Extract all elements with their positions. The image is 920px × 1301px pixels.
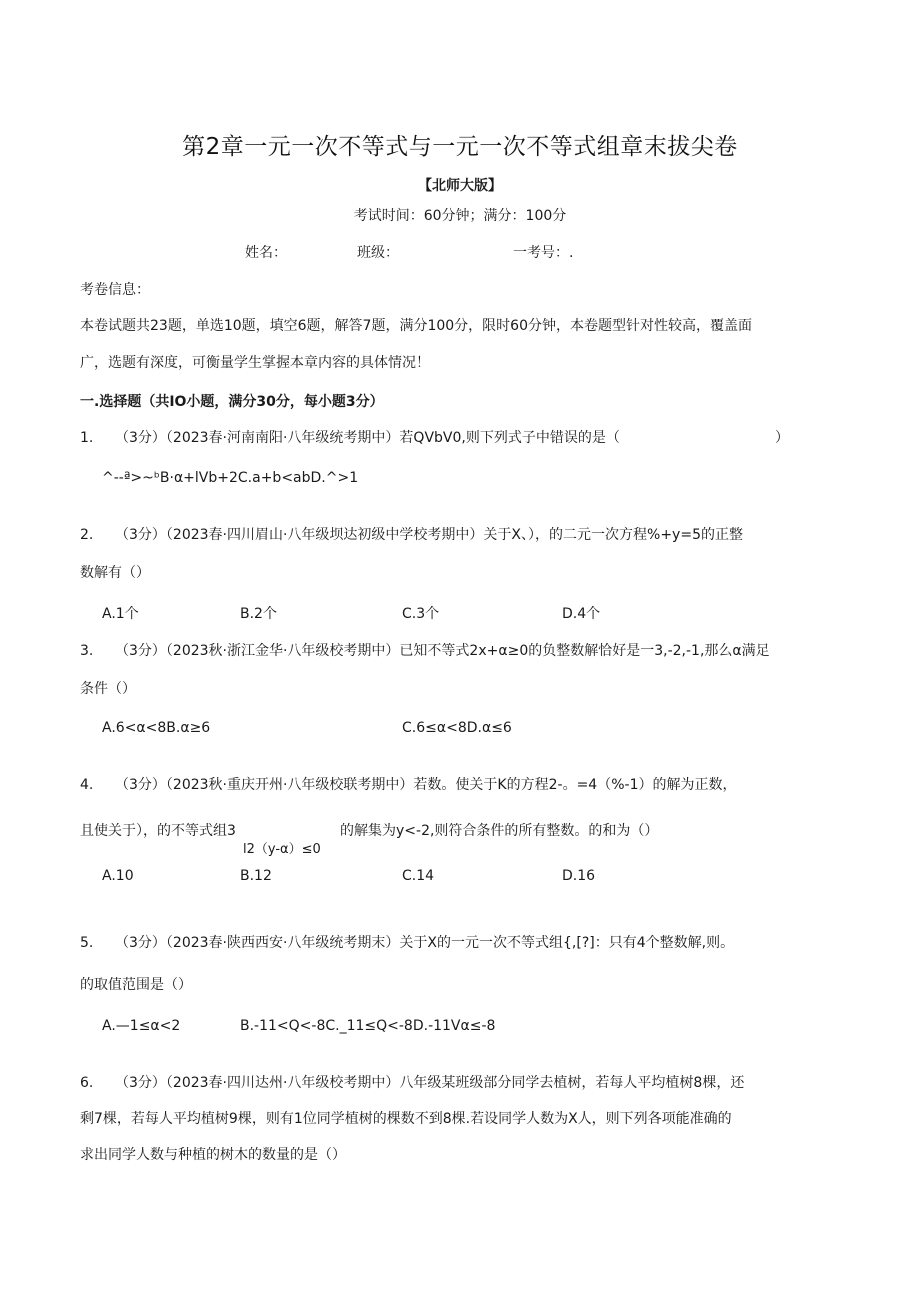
question-4-option-c: C.14: [402, 868, 435, 884]
class-label: 班级：: [357, 245, 399, 261]
question-6-text-cont: 剩7棵，若每人平均植树9棵，则有1位同学植树的棵数不到8棵.若设同学人数为X人，则下列各项能准确的: [80, 1111, 732, 1127]
question-2-option-d: D.4个: [562, 606, 601, 622]
question-5-number: 5.: [80, 935, 94, 951]
question-2-text: （3分）（2023春·四川眉山·八年级坝达初级中学校考期中）关于X、），的二元一次方程%+y=5的正整: [115, 527, 743, 543]
question-4-inequality: l2（y-α）≤0: [243, 842, 321, 857]
section-heading: 一.选择题（共IO小题，满分30分，每小题3分）: [80, 394, 384, 410]
question-5-text: （3分）（2023春·陕西西安·八年级统考期末）关于X的一元一次不等式组{,[?]：只有4个整数解,则。: [115, 935, 735, 951]
question-4-option-b: B.12: [240, 868, 272, 884]
question-5-options-bcd: B.-11<Q<-8C._11≤Q<-8D.-11Vα≤-8: [240, 1018, 496, 1034]
edition-label: 【北师大版】: [418, 178, 502, 194]
exam-time-info: 考试时间：60分钟；满分：100分: [353, 208, 567, 224]
question-5-option-a: A.—1≤α<2: [102, 1018, 181, 1034]
name-label: 姓名：: [245, 245, 287, 261]
question-3-text-cont: 条件（）: [80, 681, 136, 697]
question-3-options-cd: C.6≤α<8D.α≤6: [402, 720, 512, 736]
question-4-text-cont: 且使关于），的不等式组3: [80, 823, 236, 839]
question-2-option-a: A.1个: [102, 606, 139, 622]
info-line-1: 本卷试题共23题，单选10题，填空6题，解答7题，满分100分，限时60分钟，本卷题型针对性较高，覆盖面: [80, 318, 752, 334]
question-2-number: 2.: [80, 527, 94, 543]
question-4-number: 4.: [80, 777, 94, 793]
question-4-option-d: D.16: [562, 868, 596, 884]
exam-number-label: 一考号：.: [513, 245, 574, 261]
question-4-text-cont-2: 的解集为y<-2,则符合条件的所有整数。的和为（）: [340, 823, 659, 839]
page-title: 第2章一元一次不等式与一元一次不等式组章末拔尖卷: [182, 134, 738, 160]
question-4-text: （3分）（2023秋·重庆开州·八年级校联考期中）若数。使关于K的方程2-。=4（%-1）的解为正数，: [115, 777, 737, 793]
info-label: 考卷信息：: [80, 282, 150, 298]
question-5-text-cont: 的取值范围是（）: [80, 977, 192, 993]
question-1-number: 1.: [80, 430, 94, 446]
question-3-number: 3.: [80, 643, 94, 659]
question-2-option-c: C.3个: [402, 606, 440, 622]
question-3-options-ab: A.6<α<8B.α≥6: [102, 720, 211, 736]
question-6-number: 6.: [80, 1075, 94, 1091]
question-1-text: （3分）（2023春·河南南阳·八年级统考期中）若QVbV0,则下列式子中错误的是（: [115, 430, 620, 446]
question-6-text-cont-2: 求出同学人数与种植的树木的数量的是（）: [80, 1147, 346, 1163]
question-4-option-a: A.10: [102, 868, 134, 884]
question-6-text: （3分）（2023春·四川达州·八年级校考期中）八年级某班级部分同学去植树，若每人平均植树8棵，还: [115, 1075, 745, 1091]
question-3-text: （3分）（2023秋·浙江金华·八年级校考期中）已知不等式2x+α≥0的负整数解恰好是一3,-2,-1,那么α满足: [115, 643, 770, 659]
question-2-option-b: B.2个: [240, 606, 277, 622]
question-2-text-cont: 数解有（）: [80, 565, 150, 581]
question-1-paren-close: ）: [775, 430, 789, 446]
info-line-2: 广，选题有深度，可衡量学生掌握本章内容的具体情况！: [80, 355, 430, 371]
question-1-options: ^--ª>~ᵇB·α+lVb+2C.a+b<abD.^>1: [102, 470, 359, 486]
